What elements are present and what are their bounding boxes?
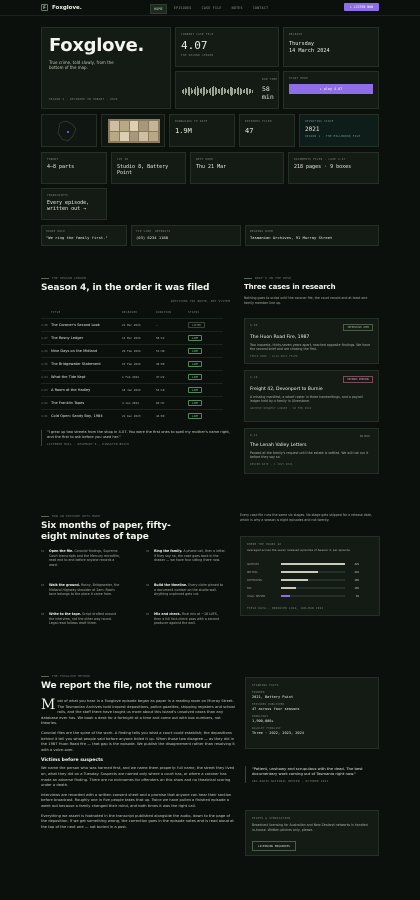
status-badge: LIVE (188, 413, 202, 419)
downloads-card (169, 114, 235, 147)
hero-card (41, 27, 171, 109)
episode-number: 4.01 (41, 414, 48, 418)
bar-track (281, 571, 345, 573)
foxglove-logo-icon: F (41, 4, 48, 11)
bar-label: MIX (247, 586, 252, 590)
case-id: 4.09 (250, 324, 258, 327)
method-eyebrow: THE FOXGLOVE METHOD (41, 674, 90, 678)
episode-title: Nine Days on the Midland (51, 349, 98, 353)
play-card (283, 71, 379, 109)
method-subheading: Victims before suspects (41, 758, 103, 764)
bar-fill (281, 587, 296, 589)
hours-sub: Averaged across the seven released episodes of Season 4, per episode. (247, 548, 351, 552)
episode-date: 1 Feb 2024 (122, 375, 139, 379)
status-badge: LIVE (188, 374, 202, 380)
hours-bar-row (247, 585, 363, 591)
next-drop-card (190, 152, 284, 184)
case-tag: INTERVIEWS OPEN (343, 324, 373, 331)
case-meta: REVIEW DATE · 1 JULY 2024 (250, 462, 293, 466)
tip-line-card (131, 225, 241, 246)
episode-date: 14 Mar 2024 (122, 336, 141, 340)
step-heading: Write to the tape. (49, 612, 82, 616)
reporting-sub: SEASON 1 · THE MILLBROOK FILE (305, 135, 361, 138)
process-eyebrow: HOW AN EPISODE GETS MADE (41, 514, 100, 518)
case-meta: ARCHIVE REQUEST LODGED · 18 FEB 2024 (250, 406, 312, 410)
bar-value: 42% (354, 562, 359, 566)
episode-date: 4 Jan 2024 (122, 401, 139, 405)
top-nav (0, 0, 420, 16)
documents-value: 218 pages · 9 boxes (294, 164, 352, 170)
downloads-value: 1.9M (175, 127, 192, 135)
bar-fill (281, 579, 308, 581)
reporting-label: REPORTING SINCE (305, 120, 334, 123)
method-para-5: Everything we assert is footnoted in the transcript published alongside the audio, down to the page of the deposition. If we get something wrong, the correction goes in the episode notes and is read aloud at the top of the next one — not buried in a post. (41, 813, 234, 829)
step-text (49, 583, 121, 597)
fact-label: FOUNDED (252, 691, 265, 694)
cut-in-value: Studio 8, Battery Point (117, 164, 169, 177)
process-title: Six months of paper, fifty-eight minutes of tape (41, 521, 171, 542)
episode-duration: — (156, 323, 158, 327)
bar-label: ARCHIVES (247, 562, 260, 566)
bar-label: INTERVIEWS (247, 578, 263, 582)
nav-link-notes[interactable]: NOTES (231, 6, 243, 10)
case-card-4-10[interactable] (244, 370, 379, 422)
documents-card (288, 152, 379, 184)
release-card (283, 27, 379, 67)
episode-duration: 60:47 (156, 401, 165, 405)
hero-title: Foxglove. (49, 35, 145, 56)
format-label: FORMAT (47, 158, 59, 161)
episode-title: The Coroner's Second Look (51, 323, 100, 327)
step-text (154, 583, 226, 597)
step-heading: Mix and check. (154, 612, 181, 616)
case-id: 4.11 (250, 434, 258, 437)
rights-card (245, 810, 379, 856)
runtime-value: 58 min (262, 85, 274, 101)
step-number: 03 (41, 583, 45, 587)
ledger-header-row (41, 308, 223, 317)
bar-value: 24% (354, 570, 359, 574)
col-duration[interactable]: DURATION (156, 311, 172, 314)
episode-title: What the Tide Kept (51, 375, 86, 379)
runtime-card (175, 71, 279, 109)
step-body: A phone call, then a letter. If they say no, the case goes back in the drawer — we have four sitting there now. (154, 549, 226, 563)
nav-link-home[interactable]: HOME (150, 4, 167, 14)
bar-label: LEGAL REVIEW (247, 594, 266, 598)
status-badge: LIVE (188, 348, 202, 354)
hours-foot: FIELD DATA · PRODUCER LOGS, JAN–MAR 2024 (247, 607, 324, 610)
method-para-1: Most of what you hear in a Foxglove episode began as paper in a reading room on Murray Street. The Tasmanian Archives hold inquest depositions, police gazettes, shipping registers and school rolls, and the staff there have taught us more about this island's unsolved cases than any database ever has. We book a desk for a fortnight at a time and come out with box numbers, not theories. (41, 697, 235, 726)
case-body: A missing manifest, a wharf roster in three handwritings, and a payroll ledger held by a family in Ulverstone. (250, 395, 363, 404)
ledger-row[interactable] (41, 344, 223, 357)
episode-date: 18 Jan 2024 (122, 388, 141, 392)
play-label: START HERE (289, 77, 309, 80)
episode-date: 21 Mar 2024 (122, 323, 141, 327)
reading-room-card (245, 225, 379, 246)
nav-link-episodes[interactable]: EPISODES (173, 6, 192, 10)
case-id: 4.10 (250, 376, 258, 379)
licensing-enquiries-button[interactable]: LICENSING ENQUIRIES (252, 841, 296, 851)
tip-line-value[interactable]: (03) 6234 1188 (136, 235, 169, 240)
step-text (49, 612, 121, 626)
episode-title: The Rosny Ledger (51, 336, 84, 340)
method-para-2: Coronial files are the spine of the work. A finding tells you what a court could establish; the depositions behind it tell you what people said before anyone tidied it up. When those two disagree — as they did in the 1987 Huon Road fire — that gap is the episode. We publish the disagreement rather than resolving it with a voice-over. (41, 730, 235, 752)
ledger-row[interactable] (41, 318, 223, 331)
runtime-label: RUN TIME (262, 78, 278, 81)
review-quote-text: "Patient, unshowy and scrupulous with the dead. The best documentary work coming out of Tasmania right now." (252, 766, 363, 777)
listen-now-button[interactable]: ▸ LISTEN NOW (344, 3, 379, 11)
tasmania-map-icon (42, 115, 98, 148)
hours-bar-row (247, 569, 363, 575)
transcripts-card[interactable] (41, 188, 107, 220)
release-day: Thursday (289, 41, 314, 47)
cut-in-label: CUT IN (117, 158, 129, 161)
bar-value: 6% (355, 594, 359, 598)
method-body (41, 699, 236, 830)
case-tag: RECORDS PENDING (343, 376, 373, 383)
downloads-label: DOWNLOADS TO DATE (175, 120, 208, 123)
next-drop-value: Thu 21 Mar (196, 164, 227, 170)
episode-duration: 47:22 (156, 375, 165, 379)
fact-label: EPISODES PUBLISHED (252, 703, 285, 706)
episode-title: The Franklin Tapes (51, 401, 85, 405)
status-badge: LISTED (188, 322, 205, 328)
desk-eyebrow: WHAT'S ON THE DESK (244, 276, 291, 280)
bar-label: WRITING (247, 570, 258, 574)
method-title: We report the file, not the rumour (41, 681, 212, 691)
reporting-card (299, 114, 379, 147)
documents-label: DOCUMENTS FILED · CASE 4.07 (294, 158, 346, 161)
ledger-note: QUESTIONS YOU WROTE, NOT SYSTEM (170, 300, 230, 303)
step-number: 02 (146, 549, 150, 553)
bar-track (281, 579, 345, 581)
step-number: 01 (41, 549, 45, 553)
brand-logo[interactable] (41, 4, 82, 11)
status-badge: LIVE (188, 400, 202, 406)
step-body: Rosny, Bridgewater, the Midland Highway shoulder at 2am. Room tone belongs to the place it came from. (49, 583, 120, 597)
step-body: Script drafted around the interview, not the other way round. Legal read follows draft three. (49, 612, 117, 626)
desk-intro: Nothing goes to script until the coroner file, the court record and at least one family member line up. (244, 296, 368, 305)
case-file-sub: THE SECOND LEDGER (181, 54, 214, 57)
episode-duration: 44:09 (156, 414, 165, 418)
bar-track (281, 595, 345, 597)
hours-chart-card (240, 536, 380, 616)
episode-number: 4.07 (41, 336, 48, 340)
case-file-value: 4.07 (181, 39, 208, 52)
listener-quote-attr: LISTENER MAIL · ROSEMARY K., KINGSTON BEACH (47, 443, 130, 446)
hero-footer: SEASON 4 · RECORDED IN HOBART · 2024 (49, 98, 118, 101)
case-title: Freight 42, Devonport to Burnie (250, 387, 323, 392)
step-body: Coronial findings, Supreme Court transcripts and the Mercury microfilm, read end to end before anyone records a word. (49, 549, 120, 567)
case-file-card[interactable] (175, 27, 279, 67)
episode-duration: 55:18 (156, 388, 165, 392)
status-badge: LIVE (188, 361, 202, 367)
house-rule-label: HOUSE RULE (46, 230, 66, 233)
ledger-row[interactable] (41, 409, 223, 422)
ledger-row[interactable] (41, 396, 223, 409)
case-body: Two inquests, thirty-seven years apart, reached opposite findings. We have the second brief and are chasing the first. (250, 343, 371, 352)
case-title: The Huon Road Fire, 1987 (250, 335, 310, 340)
episode-duration: 49:08 (156, 362, 165, 366)
transcripts-link[interactable]: Every episode, written out → (47, 200, 90, 213)
col-status[interactable]: STATUS (188, 311, 200, 314)
document-boxes-card (101, 114, 165, 147)
tip-line-label: TIP LINE, WEEKDAYS (136, 230, 171, 233)
drop-cap: M (41, 697, 56, 713)
method-para-3: We name the person who was harmed first, and we name them properly: full name, the street they lived on, what they did on a Tuesday. Suspects are named only where a court has, or where a coroner has made an adverse finding. There are no nicknames for offenders on this show and no theatrical scoring under a death. (41, 766, 235, 788)
episode-number: 4.03 (41, 388, 48, 392)
desk-title: Three cases in research (244, 283, 336, 291)
house-rule-card (41, 225, 127, 246)
episode-number: 4.06 (41, 349, 48, 353)
episode-title: The Bridgewater Statement (51, 362, 101, 366)
hero-subtitle: True crime, told slowly, from the bottom of the map. (49, 60, 114, 71)
review-quote (245, 766, 379, 783)
hours-bar-row (247, 593, 363, 599)
ledger-row[interactable] (41, 383, 223, 396)
case-body: Paused at the family's request until the estate is settled. We will not run it before they say so. (250, 451, 369, 460)
col-title[interactable]: TITLE (51, 311, 61, 314)
nav-link-contact[interactable]: CONTACT (252, 6, 269, 10)
release-label: RELEASE (289, 33, 303, 36)
episodes-card (239, 114, 295, 147)
waveform-icon (182, 86, 253, 96)
process-intro: Every case file runs the same six stages. No stage gets skipped for a release date, which is why a season is eight episodes and not twenty. (240, 513, 372, 522)
episode-duration: 58:12 (156, 336, 165, 340)
map-card (41, 114, 97, 147)
ledger-eyebrow: THE SEASON LEDGER (41, 276, 86, 280)
episode-date: 15 Feb 2024 (122, 362, 141, 366)
case-card-4-11[interactable] (244, 428, 379, 474)
step-text (154, 612, 226, 626)
ledger-row[interactable] (41, 370, 223, 383)
reading-room-value: Tasmanian Archives, 91 Murray Street (250, 235, 333, 240)
listener-quote-text: "I grew up two streets from the shop in 4.07. You were the first ones to spell my mother's name right, and the first to ask before you used her." (47, 430, 230, 439)
ledger-row[interactable] (41, 331, 223, 344)
episodes-value: 47 (245, 127, 254, 135)
cut-in-card (111, 152, 186, 184)
fact-value: Three · 2022, 2023, 2024 (252, 731, 304, 735)
standing-facts-label: STANDING FACTS (252, 684, 279, 687)
release-date: 14 March 2024 (289, 48, 330, 54)
ledger-row[interactable] (41, 357, 223, 370)
status-badge: LIVE (188, 387, 202, 393)
case-tag: ON HOLD (359, 435, 370, 438)
episode-date: 21 Dec 2023 (122, 414, 141, 418)
episode-number: 4.04 (41, 375, 48, 379)
case-title: The Lenah Valley Letters (250, 443, 307, 448)
bar-fill (281, 595, 290, 597)
episode-number: 4.05 (41, 362, 48, 366)
listener-quote (41, 430, 231, 446)
step-text (154, 549, 226, 563)
standing-facts-card (245, 677, 379, 749)
hours-bar-row (247, 561, 363, 567)
episode-title: A Room at the Hadley (51, 388, 91, 392)
episode-number: 4.08 (41, 323, 48, 327)
reporting-value: 2021 (305, 126, 320, 133)
rights-body: Broadcast licensing for Australian and New Zealand networks is handled in-house. Written pitches only, please. (252, 823, 368, 832)
archive-boxes-icon (108, 119, 160, 143)
house-rule-value: "We ring the family first." (46, 235, 108, 240)
bar-fill (281, 563, 345, 565)
fact-value: 47 across four seasons (252, 707, 300, 711)
ledger-title: Season 4, in the order it was filed (41, 283, 210, 293)
case-meta: FIELD WORK · 6/14 DOCS FILED (250, 354, 298, 358)
hours-bar-row (247, 577, 363, 583)
play-episode-button[interactable]: ▸ play 4.07 (289, 84, 373, 94)
hours-label: WHERE THE HOURS GO (247, 543, 282, 546)
episode-title: Cold Open: Sandy Bay, 1984 (51, 414, 103, 418)
bar-track (281, 587, 345, 589)
step-number: 06 (146, 612, 150, 616)
fact-label: WALKLEY FINALIST (252, 727, 281, 730)
case-file-label: CURRENT CASE FILE (181, 33, 214, 36)
step-number: 05 (41, 612, 45, 616)
step-number: 04 (146, 583, 150, 587)
format-card (41, 152, 107, 184)
fact-value: 1,900,000+ (252, 719, 274, 723)
fact-value: 2021, Battery Point (252, 695, 294, 699)
next-drop-label: NEXT DROP (196, 158, 214, 161)
step-heading: Build the timeline. (154, 583, 188, 587)
episode-duration: 51:40 (156, 349, 165, 353)
step-heading: Open the file. (49, 549, 74, 553)
step-body: Every claim pinned to a document number on the studio wall. Anything unpinned gets cut. (154, 583, 224, 597)
nav-link-case-file[interactable]: CASE FILE (201, 6, 222, 10)
step-body: Final mix at −16 LUFS, then a full fact-check pass with a second producer against the wall. (154, 612, 220, 626)
episodes-label: EPISODES FILED (245, 120, 272, 123)
fact-label: DOWNLOADS (252, 715, 269, 718)
bar-fill (281, 571, 318, 573)
method-para-4: Interviews are recorded with a written consent sheet and a promise that anyone can hear their section before broadcast. Roughly one in five people takes that up. Twice we have pulled a finished episode a week out because a family changed their mind, and both times it was the right call. (41, 792, 232, 808)
review-quote-attr: ABC RADIO NATIONAL REVIEW · OCTOBER 2023 (252, 779, 329, 783)
episode-date: 29 Feb 2024 (122, 349, 141, 353)
step-text (49, 549, 121, 567)
bar-track (281, 563, 345, 565)
brand-name: Foxglove. (52, 4, 82, 11)
bar-value: 18% (354, 578, 359, 582)
nav-links (150, 4, 271, 14)
case-card-4-09[interactable] (244, 318, 379, 364)
bar-value: 10% (354, 586, 359, 590)
reading-room-label: READING ROOM (250, 230, 273, 233)
step-heading: Walk the ground. (49, 583, 81, 587)
col-released[interactable]: RELEASED (122, 311, 138, 314)
status-badge: LIVE (188, 335, 202, 341)
episode-number: 4.02 (41, 401, 48, 405)
rights-label: RIGHTS & SYNDICATION (252, 817, 291, 820)
step-heading: Ring the family. (154, 549, 183, 553)
transcripts-label: TRANSCRIPTS (47, 194, 69, 197)
format-value: 4–8 parts (47, 164, 75, 170)
